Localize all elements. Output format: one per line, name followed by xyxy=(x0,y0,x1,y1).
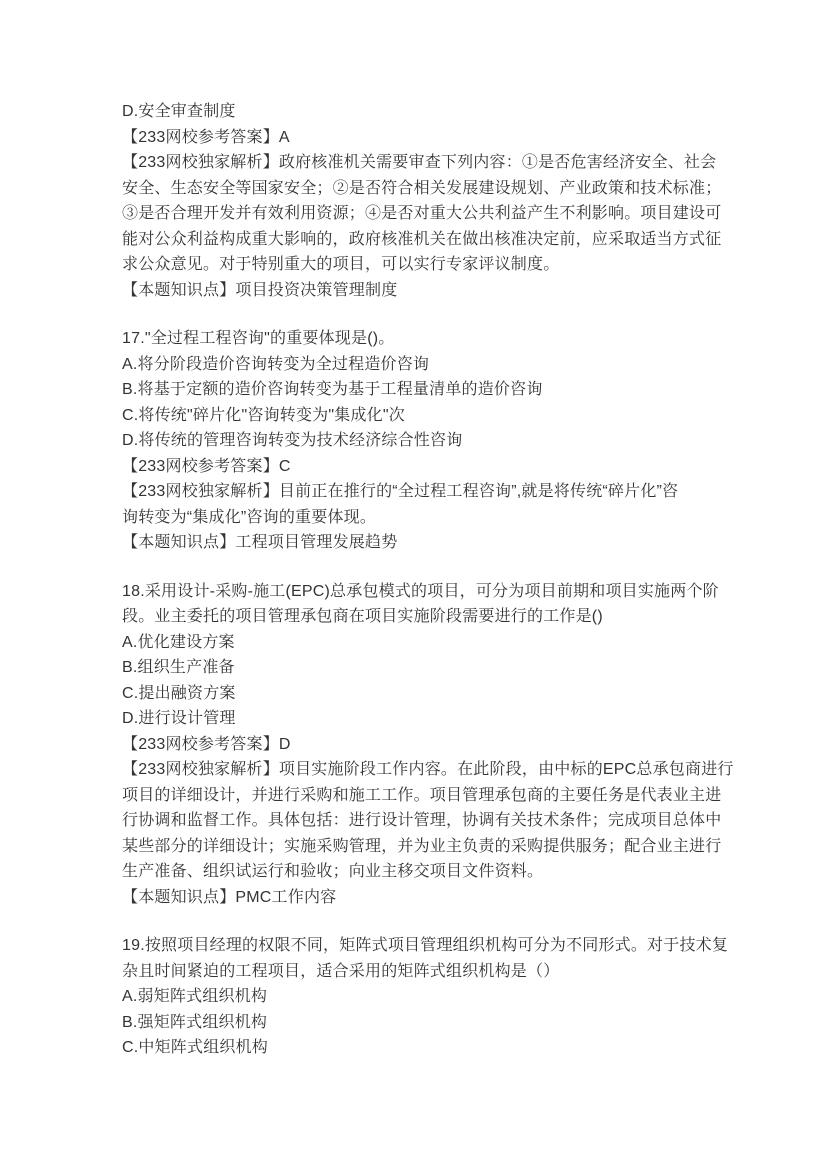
text-line: 杂且时间紧迫的工程项目，适合采用的矩阵式组织机构是（） xyxy=(122,962,560,980)
text-line: 行协调和监督工作。具体包括：进行设计管理，协调有关技术条件；完成项目总体中 xyxy=(122,812,722,829)
option-line: B.组织生产准备 xyxy=(122,659,235,676)
answer-line: 【233网校参考答案】A xyxy=(122,128,290,146)
option-line: D.进行设计管理 xyxy=(122,710,236,727)
option-line: D.将传统的管理咨询转变为技术经济综合性咨询 xyxy=(122,432,463,449)
question-line: 18.采用设计-采购-施工(EPC)总承包模式的项目，可分为项目前期和项目实施两个阶 xyxy=(122,582,719,600)
answer-line: 【233网校参考答案】D xyxy=(122,735,291,753)
text-line: ③是否合理开发并有效利用资源；④是否对重大公共利益产生不利影响。项目建设可 xyxy=(122,205,722,222)
option-line: C.提出融资方案 xyxy=(122,684,236,702)
analysis-line: 【233网校独家解析】政府核准机关需要审查下列内容：①是否危害经济安全、社会 xyxy=(122,154,717,171)
option-line: A.将分阶段造价咨询转变为全过程造价咨询 xyxy=(122,355,430,373)
text-line: 某些部分的详细设计；实施采购管理，并为业主负责的采购提供服务；配合业主进行 xyxy=(122,837,722,855)
knowledge-point-line: 【本题知识点】项目投资决策管理制度 xyxy=(122,281,398,299)
option-line: B.将基于定额的造价咨询转变为基于工程量清单的造价咨询 xyxy=(122,381,543,398)
text-line: 段。业主委托的项目管理承包商在项目实施阶段需要进行的工作是() xyxy=(122,608,603,625)
option-line: A.弱矩阵式组织机构 xyxy=(122,988,268,1005)
question-16-tail xyxy=(122,99,744,303)
analysis-line: 【233网校独家解析】项目实施阶段工作内容。在此阶段，由中标的EPC总承包商进行 xyxy=(122,761,734,778)
text-line: 能对公众利益构成重大影响的，政府核准机关在做出核准决定前，应采取适当方式征 xyxy=(122,230,722,248)
text-line: 项目的详细设计，并进行采购和施工工作。项目管理承包商的主要任务是代表业主进 xyxy=(122,786,722,804)
question-19-partial xyxy=(122,933,744,1061)
analysis-line: 【233网校独家解析】目前正在推行的“全过程工程咨询”,就是将传统“碎片化”咨 xyxy=(122,483,679,500)
question-line: 17."全过程工程咨询"的重要体现是()。 xyxy=(122,330,395,347)
knowledge-point-line: 【本题知识点】工程项目管理发展趋势 xyxy=(122,534,398,551)
option-line: B.强矩阵式组织机构 xyxy=(122,1013,268,1031)
text-line: 求公众意见。对于特别重大的项目，可以实行专家评议制度。 xyxy=(122,256,560,273)
option-line: C.将传统"碎片化"咨询转变为"集成化"次 xyxy=(122,406,405,424)
option-line: D.安全审查制度 xyxy=(122,103,236,120)
option-line: A.优化建设方案 xyxy=(122,633,235,651)
question-18 xyxy=(122,579,744,911)
answer-line: 【233网校参考答案】C xyxy=(122,457,291,475)
text-line: 安全、生态安全等国家安全；②是否符合相关发展建设规划、产业政策和技术标准； xyxy=(122,179,722,197)
option-line: C.中矩阵式组织机构 xyxy=(122,1039,269,1056)
question-17 xyxy=(122,326,744,556)
knowledge-point-line: 【本题知识点】PMC工作内容 xyxy=(122,888,337,906)
text-line: 询转变为“集成化”咨询的重要体现。 xyxy=(122,508,377,526)
text-line: 生产准备、组织试运行和验收；向业主移交项目文件资料。 xyxy=(122,863,544,880)
question-line: 19.按照项目经理的权限不同，矩阵式项目管理组织机构可分为不同形式。对于技术复 xyxy=(122,937,729,954)
